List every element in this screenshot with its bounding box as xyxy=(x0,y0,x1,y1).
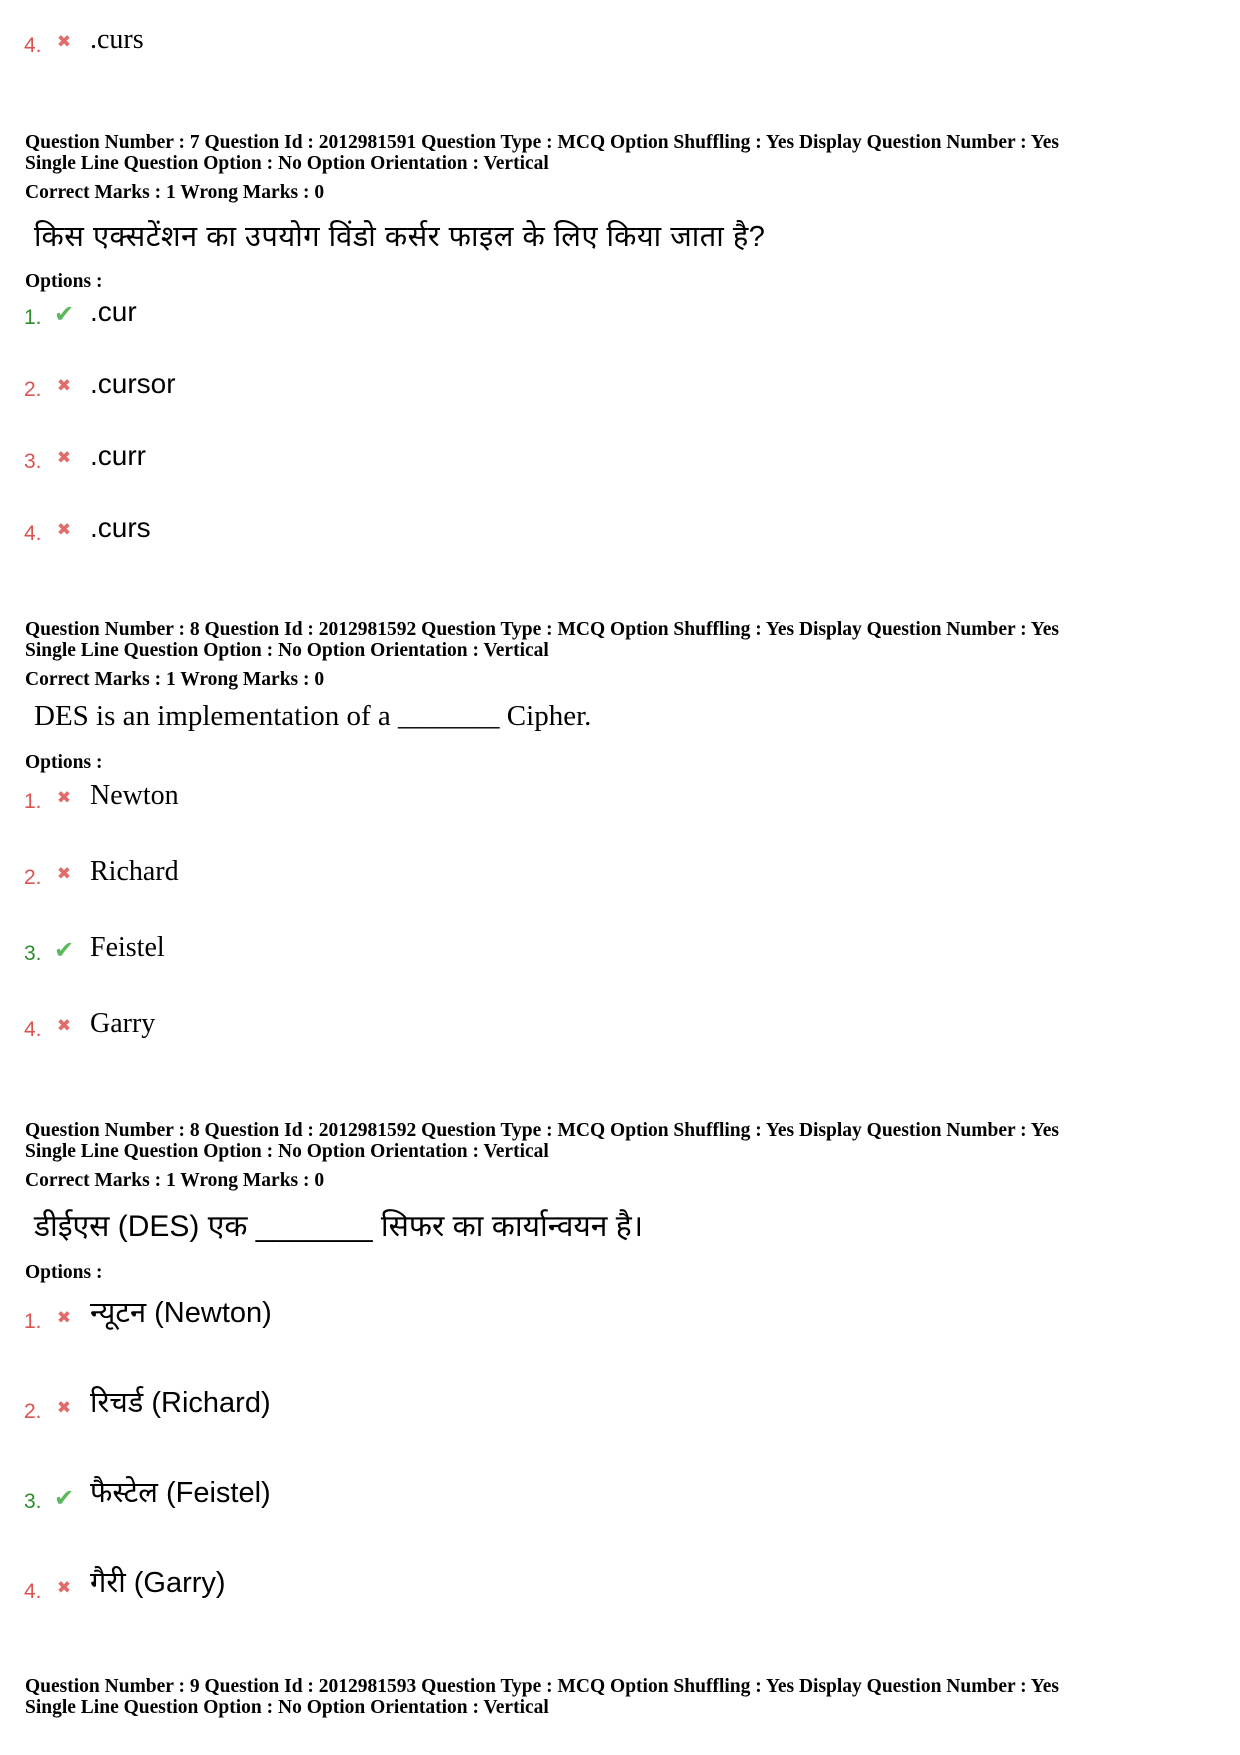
question-text: DES is an implementation of a _______ Cipher. xyxy=(34,700,592,732)
options-label: Options : xyxy=(25,752,103,773)
question-meta-line1: Question Number : 8 Question Id : 2012981592 Question Type : MCQ Option Shuffling : Yes Display Question Number : Yes xyxy=(25,619,1059,640)
option-text: .curr xyxy=(90,440,146,471)
option-item xyxy=(24,1472,924,1520)
option-number: 3. xyxy=(24,450,42,473)
option-number: 1. xyxy=(24,1310,42,1333)
check-icon: ✔ xyxy=(53,1484,75,1512)
option-number: 1. xyxy=(24,306,42,329)
option-text: फैस्टेल (Feistel) xyxy=(90,1477,271,1509)
cross-icon: ✖ xyxy=(56,864,72,884)
option-item xyxy=(24,1382,924,1430)
question-marks: Correct Marks : 1 Wrong Marks : 0 xyxy=(25,1170,325,1191)
option-item xyxy=(24,1008,924,1044)
option-item xyxy=(24,24,924,60)
option-item xyxy=(24,296,924,332)
question-meta-line2: Single Line Question Option : No Option Orientation : Vertical xyxy=(25,640,549,661)
cross-icon: ✖ xyxy=(56,1308,72,1328)
options-label: Options : xyxy=(25,1262,103,1283)
option-item xyxy=(24,856,924,892)
option-text: रिचर्ड (Richard) xyxy=(90,1387,271,1419)
option-item xyxy=(24,780,924,816)
question-meta-line1: Question Number : 9 Question Id : 2012981593 Question Type : MCQ Option Shuffling : Yes Display Question Number : Yes xyxy=(25,1676,1059,1697)
check-icon: ✔ xyxy=(53,300,75,328)
option-text: .cursor xyxy=(90,368,176,399)
question-meta-line1: Question Number : 7 Question Id : 2012981591 Question Type : MCQ Option Shuffling : Yes Display Question Number : Yes xyxy=(25,132,1059,153)
option-item xyxy=(24,1562,924,1610)
option-number: 2. xyxy=(24,378,42,401)
option-number: 2. xyxy=(24,1400,42,1423)
option-item xyxy=(24,440,924,476)
question-marks: Correct Marks : 1 Wrong Marks : 0 xyxy=(25,182,325,203)
option-item xyxy=(24,1292,924,1340)
option-text: न्यूटन (Newton) xyxy=(90,1297,272,1329)
cross-icon: ✖ xyxy=(56,520,72,540)
cross-icon: ✖ xyxy=(56,376,72,396)
cross-icon: ✖ xyxy=(56,1016,72,1036)
option-text: Richard xyxy=(90,856,179,887)
option-item xyxy=(24,368,924,404)
option-number: 4. xyxy=(24,1018,42,1041)
option-text: Garry xyxy=(90,1008,156,1039)
option-item xyxy=(24,932,924,968)
cross-icon: ✖ xyxy=(56,1398,72,1418)
option-number: 4. xyxy=(24,1580,42,1603)
option-text: Feistel xyxy=(90,932,165,963)
option-text: .curs xyxy=(90,24,144,55)
option-number: 1. xyxy=(24,790,42,813)
question-text: डीईएस (DES) एक _______ सिफर का कार्यान्वयन है। xyxy=(34,1210,644,1243)
option-number: 4. xyxy=(24,34,42,57)
check-icon: ✔ xyxy=(53,936,75,964)
option-number: 3. xyxy=(24,1490,42,1513)
question-text: किस एक्सटेंशन का उपयोग विंडो कर्सर फाइल के लिए किया जाता है? xyxy=(34,221,766,253)
question-marks: Correct Marks : 1 Wrong Marks : 0 xyxy=(25,669,325,690)
option-text: .curs xyxy=(90,512,151,543)
cross-icon: ✖ xyxy=(56,788,72,808)
option-text: .cur xyxy=(90,296,137,327)
option-item xyxy=(24,512,924,548)
cross-icon: ✖ xyxy=(56,32,72,52)
question-meta-line2: Single Line Question Option : No Option Orientation : Vertical xyxy=(25,1141,549,1162)
cross-icon: ✖ xyxy=(56,448,72,468)
question-meta-line1: Question Number : 8 Question Id : 2012981592 Question Type : MCQ Option Shuffling : Yes Display Question Number : Yes xyxy=(25,1120,1059,1141)
question-meta-line2: Single Line Question Option : No Option Orientation : Vertical xyxy=(25,153,549,174)
option-text: गैरी (Garry) xyxy=(90,1567,226,1599)
question-meta-line2: Single Line Question Option : No Option Orientation : Vertical xyxy=(25,1697,549,1718)
option-number: 2. xyxy=(24,866,42,889)
option-text: Newton xyxy=(90,780,179,811)
option-number: 3. xyxy=(24,942,42,965)
options-label: Options : xyxy=(25,271,103,292)
cross-icon: ✖ xyxy=(56,1578,72,1598)
option-number: 4. xyxy=(24,522,42,545)
